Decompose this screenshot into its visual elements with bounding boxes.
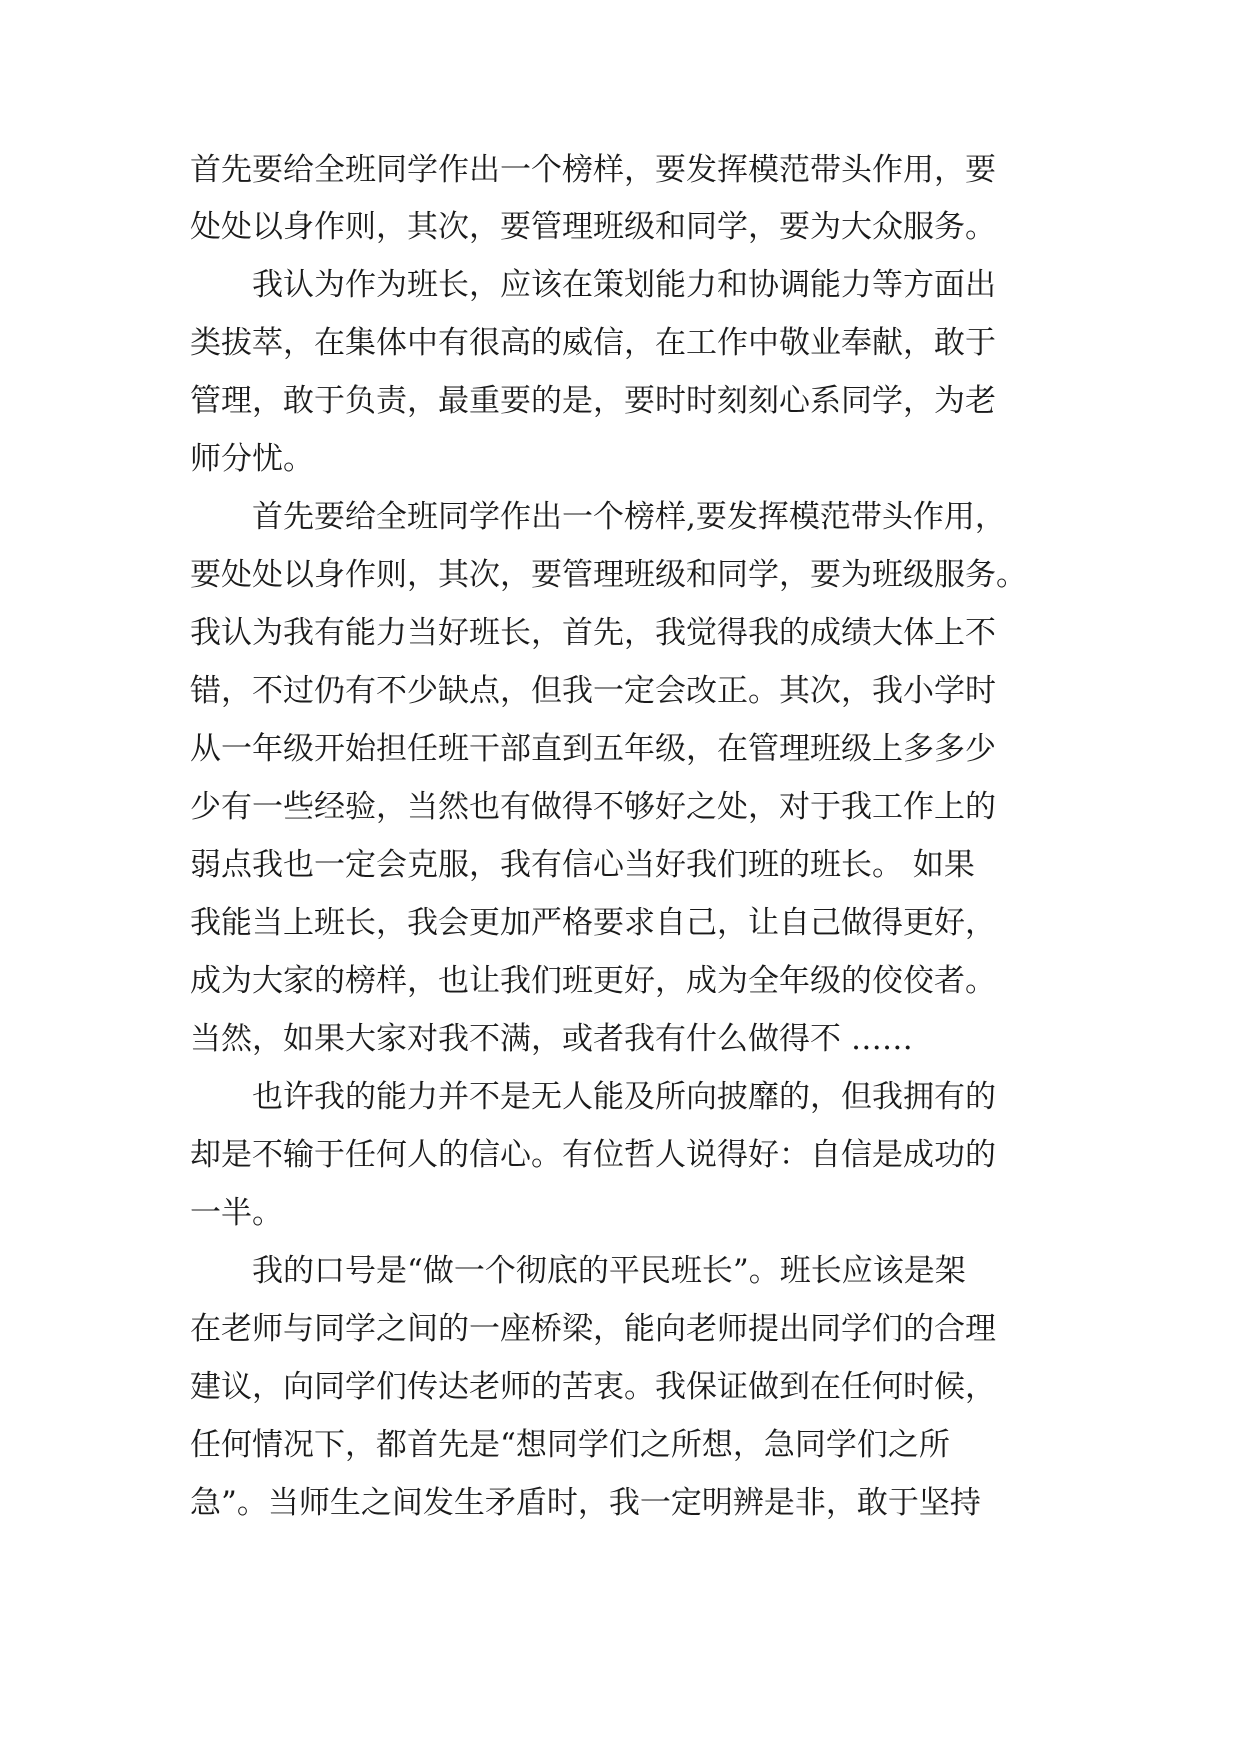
text-line: 管理，敢于负责，最重要的是，要时时刻刻心系同学，为老 xyxy=(190,383,996,419)
text-line: 要处处以身作则，其次，要管理班级和同学，要为班级服务。 xyxy=(190,557,1027,593)
text-line: 从一年级开始担任班干部直到五年级，在管理班级上多多少 xyxy=(190,731,996,767)
text-line: 当然，如果大家对我不满，或者我有什么做得不 …… xyxy=(190,1021,913,1057)
text-line: 类拔萃，在集体中有很高的威信，在工作中敬业奉献，敢于 xyxy=(190,325,996,361)
text-line: 我认为我有能力当好班长，首先，我觉得我的成绩大体上不 xyxy=(190,615,996,651)
text-line: 弱点我也一定会克服，我有信心当好我们班的班长。 如果 xyxy=(190,847,975,883)
text-line: 首先要给全班同学作出一个榜样，要发挥模范带头作用，要 xyxy=(190,152,996,188)
text-line: 处处以身作则，其次，要管理班级和同学，要为大众服务。 xyxy=(190,209,996,245)
text-line: 在老师与同学之间的一座桥梁，能向老师提出同学们的合理 xyxy=(190,1311,996,1347)
paragraph-first-line: 我的口号是“做一个彻底的平民班长”。班长应该是架 xyxy=(252,1253,966,1289)
text-line: 成为大家的榜样，也让我们班更好，成为全年级的佼佼者。 xyxy=(190,963,996,999)
text-line: 我能当上班长，我会更加严格要求自己，让自己做得更好， xyxy=(190,905,996,941)
text-line: 却是不输于任何人的信心。有位哲人说得好：自信是成功的 xyxy=(190,1137,996,1173)
paragraph-first-line: 也许我的能力并不是无人能及所向披靡的，但我拥有的 xyxy=(252,1079,996,1115)
text-line: 任何情况下，都首先是“想同学们之所想，急同学们之所 xyxy=(190,1427,950,1463)
text-line: 建议，向同学们传达老师的苦衷。我保证做到在任何时候， xyxy=(190,1369,996,1405)
text-line: 急”。当师生之间发生矛盾时，我一定明辨是非，敢于坚持 xyxy=(190,1485,981,1521)
paragraph-first-line: 我认为作为班长，应该在策划能力和协调能力等方面出 xyxy=(252,267,996,303)
text-line: 师分忧。 xyxy=(190,441,314,477)
text-line: 少有一些经验，当然也有做得不够好之处，对于我工作上的 xyxy=(190,789,996,825)
paragraph-first-line: 首先要给全班同学作出一个榜样,要发挥模范带头作用， xyxy=(252,499,1006,535)
text-line: 一半。 xyxy=(190,1195,283,1231)
text-line: 错，不过仍有不少缺点，但我一定会改正。其次，我小学时 xyxy=(190,673,996,709)
